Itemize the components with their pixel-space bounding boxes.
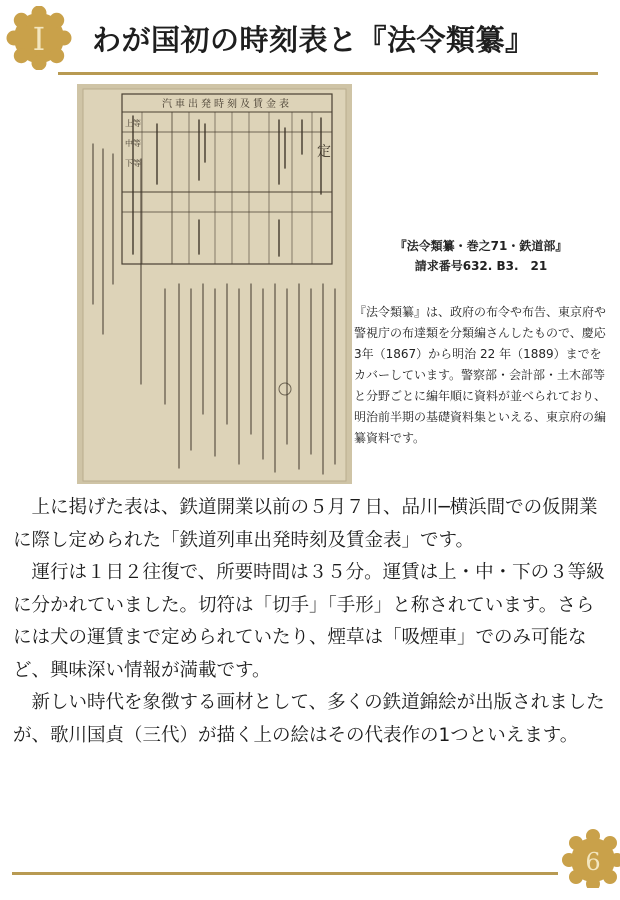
- top-divider: [58, 72, 598, 75]
- caption-source: 『法令類纂・巻之71・鉄道部』: [394, 239, 568, 253]
- bottom-divider: [12, 872, 558, 875]
- chapter-numeral: I: [32, 20, 46, 58]
- image-caption: [358, 236, 604, 276]
- paragraph: 運行は１日２往復で、所要時間は３５分。運賃は上・中・下の３等級に分かれていました。切符は「切手」「手形」と称されています。さらには犬の運賃まで定められていたり、煙草は「吸煙車」でのみ可能など、興味深い情報が満載です。: [13, 562, 605, 681]
- document-row-label: 中等: [125, 139, 141, 148]
- paragraph: 新しい時代を象徴する画材として、多くの鉄道錦絵が出版されましたが、歌川国貞（三代）が描く上の絵はその代表作の1つといえます。: [13, 692, 605, 746]
- timetable-document-image: [77, 84, 352, 484]
- document-row-label: 上等: [125, 119, 141, 128]
- page-title: わが国初の時刻表と『法令類纂』: [92, 23, 535, 57]
- paragraph: 上に掲げた表は、鉄道開業以前の５月７日、品川─横浜間での仮開業に際し定められた「鉄道列車出発時刻及賃金表」です。: [13, 497, 598, 551]
- page-number: 6: [585, 848, 601, 876]
- main-text: [13, 492, 608, 752]
- document-heading: 汽車出発時刻及賃金表: [162, 99, 292, 110]
- page-number-badge: [553, 828, 620, 888]
- chapter-badge: [0, 6, 78, 70]
- document-side-label: 定: [317, 144, 331, 160]
- document-row-label: 下等: [125, 159, 141, 168]
- image-description: 『法令類纂』は、政府の布令や布告、東京府や警視庁の布達類を分類編さんしたもので、慶応3年（1867）から明治 22 年（1889）までをカバーしています。警察部・会計部・土木部等と分野ごとに編年順に資料が並べられており、明治前半期の基礎資料集といえる、東京府の編纂資料です。: [354, 305, 607, 445]
- caption-call-number: 請求番号632. B3. 21: [414, 259, 548, 273]
